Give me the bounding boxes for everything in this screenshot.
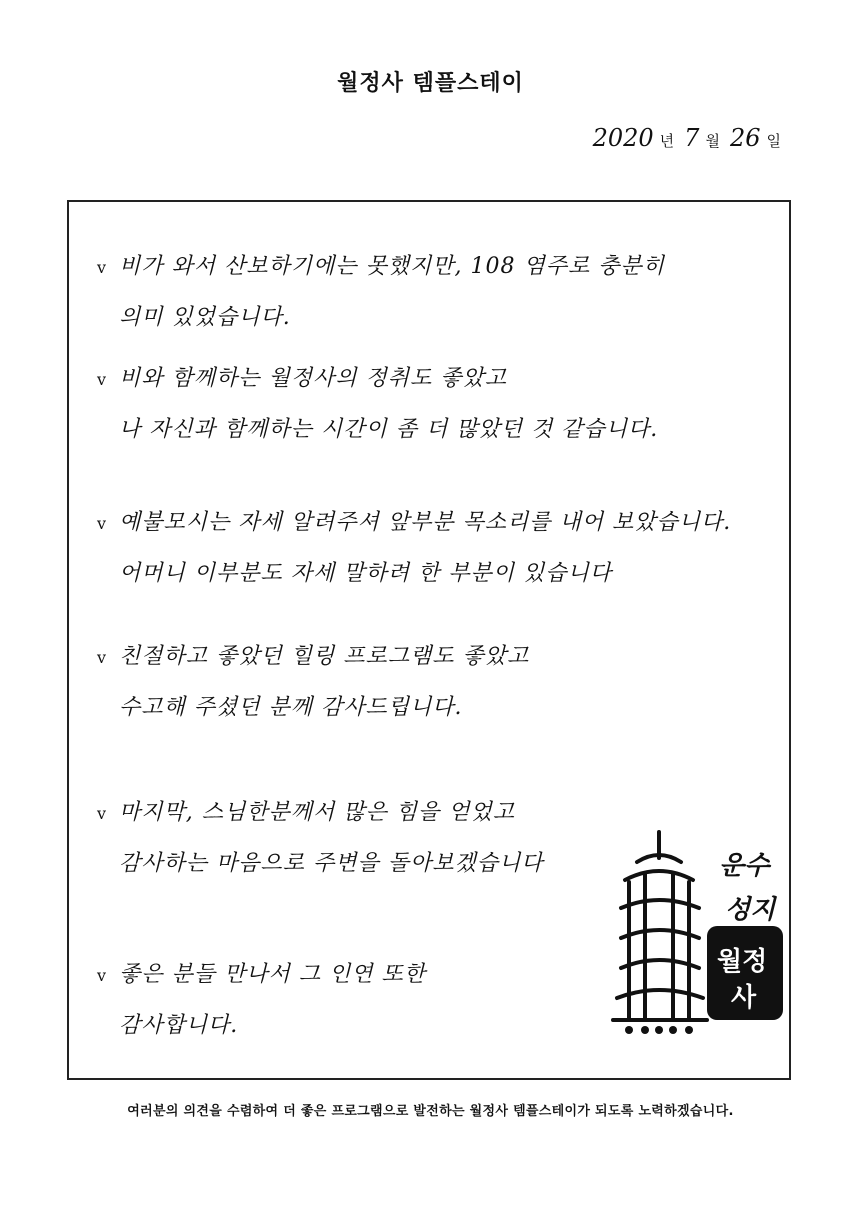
- check-mark-icon: v: [97, 258, 108, 277]
- check-mark-icon: v: [97, 804, 108, 823]
- seal-line-top: 운수: [719, 851, 770, 881]
- date-year-unit: 년: [659, 132, 675, 150]
- comment-line: [97, 498, 731, 549]
- date-year: 2020: [592, 124, 654, 152]
- check-mark-icon: v: [97, 370, 108, 389]
- comment-line: 감사하는 마음으로 주변을 돌아보겠습니다: [119, 851, 544, 876]
- comment-text: 좋은 분들 만나서 그 인연 또한: [119, 962, 426, 987]
- check-mark-icon: v: [97, 966, 108, 985]
- comment-1: [97, 242, 665, 343]
- date-line: [593, 124, 791, 152]
- comment-text: 비가 와서 산보하기에는 못했지만, 108 염주로 충분히: [119, 254, 665, 279]
- comment-text: 예불모시는 자세 알려주셔 앞부분 목소리를 내어 보았습니다.: [119, 510, 732, 535]
- comment-box: [67, 200, 791, 1080]
- comment-line: [97, 242, 665, 293]
- footer-note: 여러분의 의견을 수렴하여 더 좋은 프로그램으로 발전하는 월정사 템플스테이가 되도록 노력하겠습니다.: [127, 1104, 734, 1119]
- comment-text: 친절하고 좋았던 힐링 프로그램도 좋았고: [119, 644, 530, 669]
- comment-3: [97, 498, 731, 599]
- comment-text: 마지막, 스님한분께서 많은 힘을 얻었고: [119, 800, 515, 825]
- seal-box-line-1: 월정: [717, 947, 768, 977]
- comment-line: 감사합니다.: [119, 1013, 239, 1038]
- comment-line: 나 자신과 함께하는 시간이 좀 더 많았던 것 같습니다.: [119, 417, 659, 442]
- pagoda-seal-icon: [607, 822, 787, 1042]
- check-mark-icon: v: [97, 514, 108, 533]
- comment-line: [97, 632, 529, 683]
- comment-line: 의미 있었습니다.: [119, 305, 291, 330]
- comment-6: [97, 950, 426, 1051]
- date-day-unit: 일: [766, 132, 781, 150]
- comment-line: [97, 354, 658, 405]
- comment-2: [97, 354, 658, 455]
- seal-box-line-2: 사: [731, 983, 757, 1013]
- comment-4: [97, 632, 529, 733]
- comment-line: 어머니 이부분도 자세 말하려 한 부분이 있습니다: [119, 561, 613, 586]
- check-mark-icon: v: [97, 648, 108, 667]
- date-month: 7: [684, 124, 700, 152]
- comment-line: 수고해 주셨던 분께 감사드립니다.: [119, 695, 463, 720]
- comment-5: [97, 788, 544, 889]
- comment-line: [97, 950, 426, 1001]
- document-title: 월정사 템플스테이: [337, 71, 524, 96]
- seal-line-mid: 성지: [725, 895, 776, 925]
- comment-line: [97, 788, 544, 839]
- date-month-unit: 월: [705, 132, 720, 150]
- comment-text: 비와 함께하는 월정사의 정취도 좋았고: [119, 366, 508, 391]
- date-day: 26: [729, 124, 761, 152]
